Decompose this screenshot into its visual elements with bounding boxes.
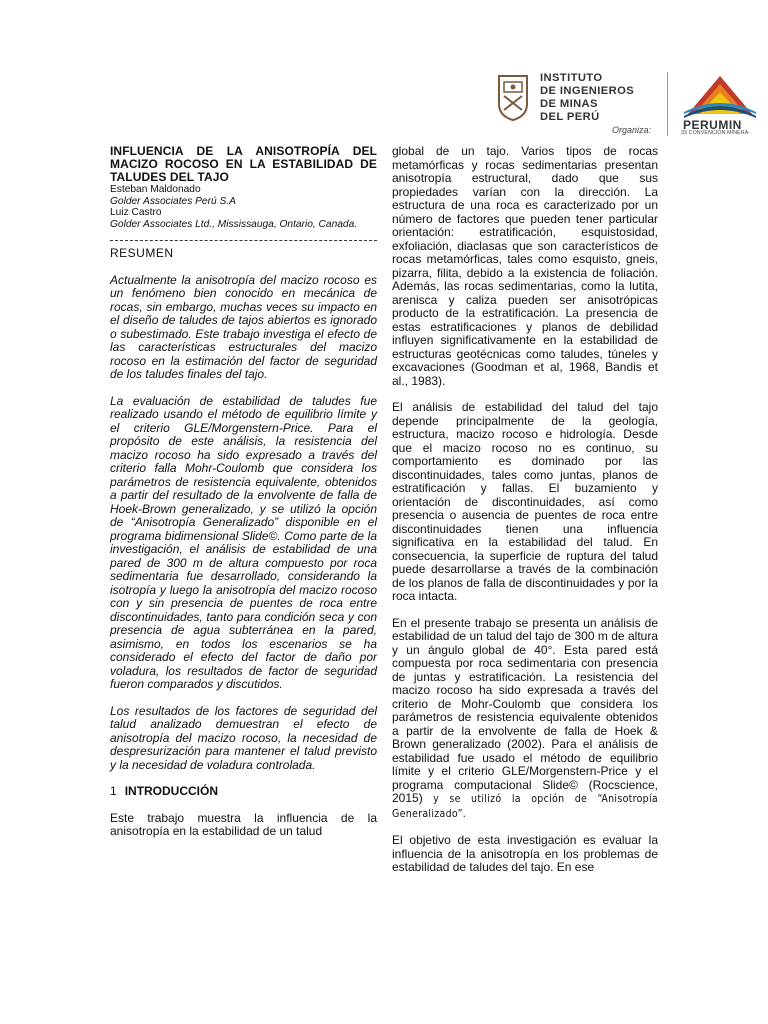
body-paragraph xyxy=(392,617,658,822)
perumin-name: PERUMIN xyxy=(683,118,742,132)
body-paragraph: El análisis de estabilidad del talud del tajo depende principalmente de la geología, estructura, macizo rocoso e hidrología. Desde que el macizo rocoso no es continuo, su comportamiento es dominado por las discontinuidades, tales como juntas, planos de estratificación y fallas. El buzamiento y orientación de discontinuidades, así como presencia o ausencia de puentes de roca entre discontinuidades tienen una influencia significativa en la estabilidad del talud. En consecuencia, la superficie de ruptura del talud puede desarrollarse a través de la combinación de los planos de falla de discontinuidades y por la roca intacta. xyxy=(392,400,658,603)
abstract-paragraph: Actualmente la anisotropía del macizo rocoso es un fenómeno bien conocido en mecánica de rocas, sin embargo, muchas veces su impacto en el diseño de taludes de tajos abiertos es ignorado o subestimado. Este trabajo investiga el efecto de las características estructurales del macizo rocoso en la estimación del factor de seguridad de los taludes finales del tajo. xyxy=(110,272,377,381)
left-column xyxy=(110,145,377,852)
author-line: Luiz Castro xyxy=(110,207,162,218)
resumen-heading: RESUMEN xyxy=(110,246,174,260)
section-title: INTRODUCCIÓN xyxy=(124,784,219,798)
body-text: En el presente trabajo se presenta un análisis de estabilidad de un talud del tajo de 300 m de altura y un ángulo global de 40°. Esta pared está compuesta por roca sedimentaria con presencia de juntas y estratificación. La resistencia del macizo rocoso ha sido expresada a través del criterio de Mohr-Coulomb que considera los parámetros de resistencia equivalente obtenidos a partir de la envolvente de falla de Hoek & Brown generalizado (2002). Para el análisis de estabilidad fue usado el método de equilibrio límite y el criterio GLE/Morgenstern-Price y el programa computacional Slide© (Rocscience, 2015) xyxy=(392,615,658,805)
body-paragraph: El objetivo de esta investigación es evaluar la influencia de la anisotropía en los problemas de estabilidad de taludes del tajo. En ese xyxy=(392,833,658,874)
dashed-divider xyxy=(110,240,377,241)
body-paragraph: Este trabajo muestra la influencia de la anisotropía en la estabilidad de un talud xyxy=(110,810,377,838)
author-affiliation: Golder Associates Ltd., Mississauga, Ontario, Canada. xyxy=(110,218,358,230)
abstract-paragraph: Los resultados de los factores de seguridad del talud analizado demuestran el efecto de anisotropía del macizo rocoso, la necesidad de despresurización para mantener el talud previsto y la necesidad de voladura controlada. xyxy=(110,703,377,772)
header-divider xyxy=(667,72,668,136)
right-column xyxy=(392,145,658,888)
organiza-label: Organiza: xyxy=(612,125,652,135)
body-text-condensed: y se utilizó la opción de “Anisotropía Generalizado”. xyxy=(392,793,658,820)
institute-crest-icon xyxy=(495,74,531,122)
author-line: Esteban Maldonado xyxy=(110,184,201,195)
perumin-subtitle: 33 CONVENCIÓN MINERA xyxy=(681,130,749,136)
section-number: 1 xyxy=(110,784,117,798)
paper-title: INFLUENCIA DE LA ANISOTROPÍA DEL MACIZO ROCOSO EN LA ESTABILIDAD DE TALUDES DEL TAJO xyxy=(110,144,377,184)
author-affiliation: Golder Associates Perú S.A xyxy=(110,195,236,207)
abstract-paragraph: La evaluación de estabilidad de taludes fue realizado usando el método de equilibrio límite y el criterio GLE/Morgenstern-Price. Para el propósito de este análisis, la resistencia del macizo rocoso ha sido expresado a través del criterio falla Mohr-Coulomb que considera los parámetros de resistencia equivalente, obtenidos a partir del resultado de la envolvente de falla de Hoek-Brown generalizado, y se utilizó la opción de “Anisotropía Generalizado” disponible en el programa bidimensional Slide©. Como parte de la investigación, el análisis de estabilidad de una pared de 300 m de altura compuesto por roca sedimentaria fue desarrollado, considerando la isotropía y luego la anisotropía del macizo rocoso con y sin presencia de puentes de roca entre discontinuidades, tanto para condición seca y con presencia de agua subterránea en la pared, asimismo, en todos los escenarios se ha considerado el efecto del factor de daño por voladura, los resultados de factor de seguridad fueron comparados y discutidos. xyxy=(110,393,377,691)
body-paragraph: global de un tajo. Varios tipos de rocas metamórficas y rocas sedimentarias presentan anisotropía estructural, dado que sus propiedades varían con la dirección. La estructura de una roca es caracterizado por un número de factores que pueden tener particular orientación: estratificación, esquistosidad, exfoliación, diaclasas que son característicos de rocas metamórficas, tales como esquisto, gneis, pizarra, filita, debido a la existencia de foliación. Además, las rocas sedimentarias, como la lutita, arenisca y caliza pueden ser anisotrópicas producto de la estratificación. La presencia de estas estratificaciones y planos de debilidad influyen significativamente en la estabilidad de estructuras geotécnicas como taludes, túneles y excavaciones (Goodman et al, 1968, Bandis et al., 1983). xyxy=(392,144,658,388)
page-header xyxy=(0,0,768,140)
section-heading xyxy=(110,785,377,799)
institute-name: INSTITUTO DE INGENIEROS DE MINAS DEL PERÚ xyxy=(540,72,635,123)
